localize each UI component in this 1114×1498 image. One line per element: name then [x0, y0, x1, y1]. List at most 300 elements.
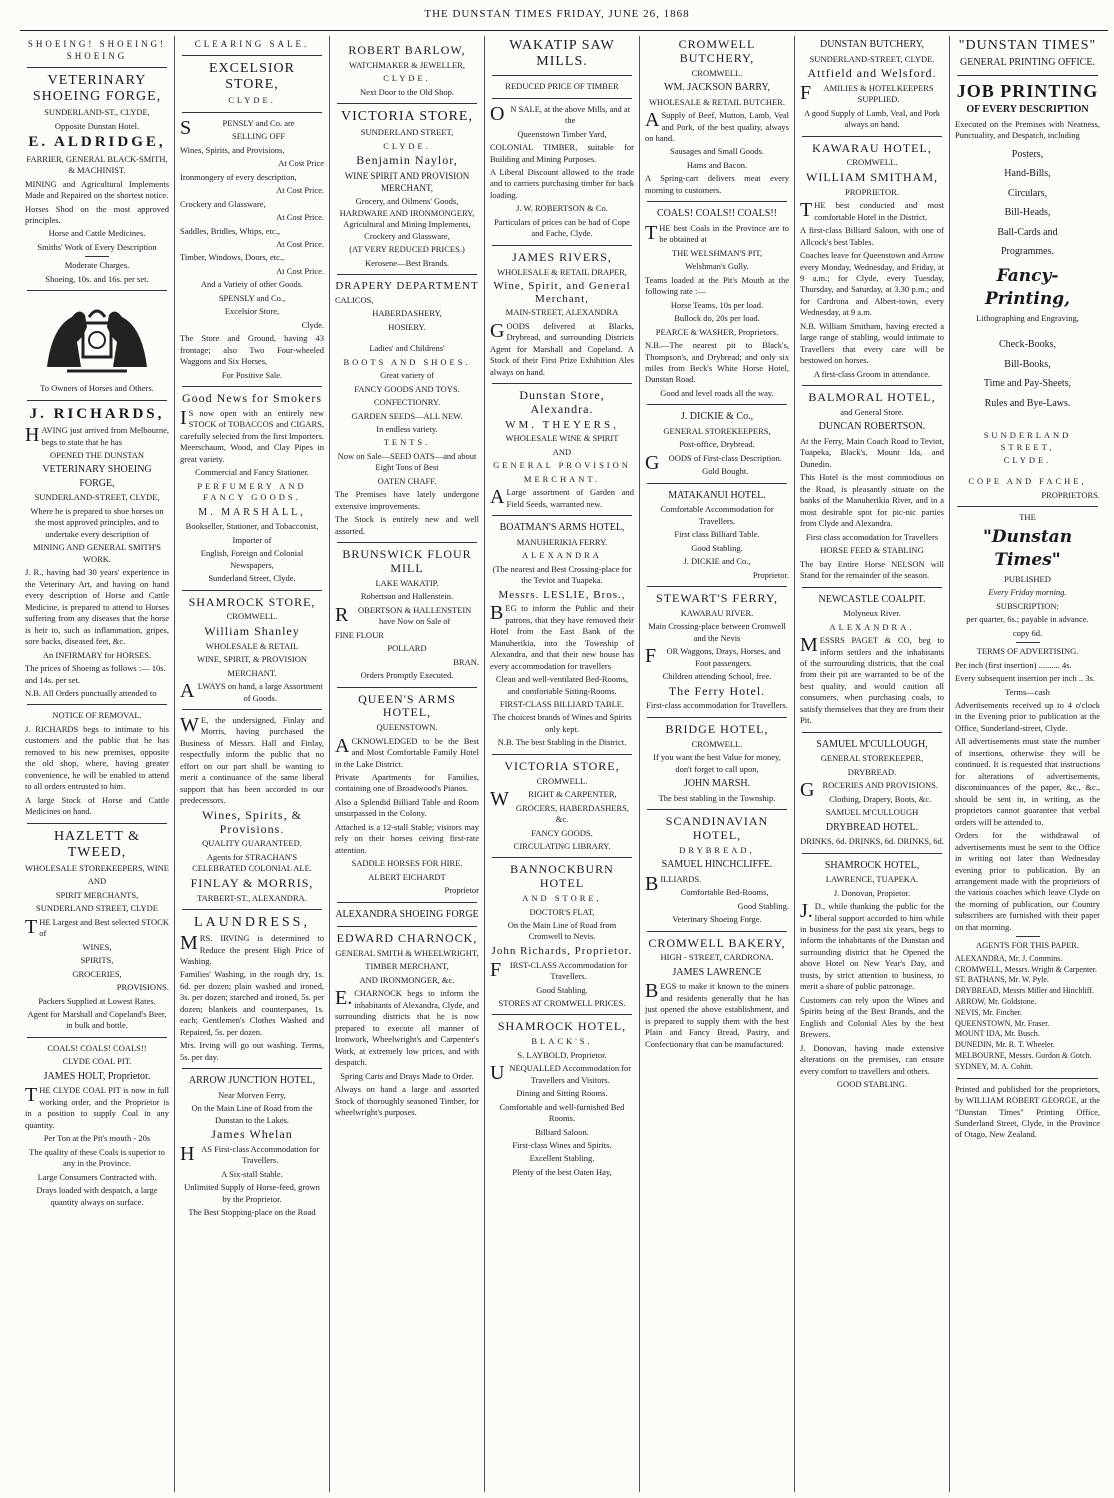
ad-body: The prices of Shoeing as follows :— 10s. and 14s. per set. [25, 663, 166, 685]
ad-body: Plenty of the best Oaten Hay, [512, 1166, 612, 1177]
ad-body: SUNDERLAND-STREET, CLYDE. [809, 53, 935, 64]
ad-body: The Premises have lately undergone extensive improvements. [335, 489, 479, 511]
ad-body: OATEN CHAFF. [377, 475, 437, 486]
ad-body: UNEQUALLED Accommodation for Travellers and Visitors. [490, 1062, 632, 1085]
ad-body: A Six-stall Stable. [221, 1168, 283, 1179]
ad-stewarts-ferry [645, 592, 789, 712]
price-item-label: Timber, Windows, Doors, etc., [180, 252, 285, 263]
ad-richards [25, 383, 169, 817]
ad-body: N.B. The best Stabling in the District. [497, 737, 627, 748]
ad-body: Agent for Marshall and Copeland's Beer, in bulk and bottle. [27, 1009, 167, 1031]
ad-body: GOOD STABLING. [836, 1079, 908, 1090]
ad-dunstan-butchery [800, 38, 944, 131]
ad-body: CLYDE. [228, 95, 276, 106]
ad-body: A large Stock of Horse and Cattle Medicines on hand. [25, 794, 169, 817]
price-item-value: At Cost Price. [276, 265, 324, 276]
ad-body: LAKE WAKATIP. [375, 577, 439, 588]
ad-header: COALS! COALS! COALS!! [47, 1042, 147, 1053]
ad-header: To Owners of Horses and Others. [40, 383, 154, 394]
ad-body: Coaches leave for Queenstown and Arrow every Monday, Wednesday, and Friday, at 9 a.m.; for Clyde, every Tuesday, Thursday, and Saturday, at 3.30 p.m.; and for Cardrona and Albert-town, every Wednesday, at 9 a.m. [800, 250, 944, 318]
ad-body: GROCERIES AND PROVISIONS. [800, 779, 938, 802]
ad-body: William Shanley [204, 623, 300, 638]
ad-body: copy 6d. [1012, 627, 1043, 638]
ad-body: QUEENSTOWN. [376, 722, 438, 733]
ad-body: Terms—cash [1005, 686, 1050, 697]
agent-item: ST. BATHANS, Mr. W. Pyle. [955, 975, 1049, 985]
ad-body: SUBSCRIPTION: [996, 600, 1059, 611]
ad-body: If you want the best Value for money, don't forget to call upon, [653, 752, 781, 774]
ad-title: NEWCASTLE COALPIT. [818, 593, 926, 605]
agent-item: DUNEDIN, Mr. R. T. Wheeler. [955, 1040, 1055, 1050]
ad-body: CLYDE. [383, 140, 431, 151]
masthead: THE DUNSTAN TIMES FRIDAY, JUNE 26, 1868 [424, 8, 690, 20]
ad-body: THE best conducted and most comfortable Hotel in the District. [800, 199, 944, 222]
ad-body: and General Store. [840, 407, 904, 417]
ad-body: SAMUEL HINCHCLIFFE. [661, 859, 773, 871]
ad-body: Now on Sale—SEED OATS—and about Eight Tons of Best [337, 450, 477, 473]
ad-body: JAMES LAWRENCE [672, 966, 762, 978]
ad-body: TARBERT-ST., ALEXANDRA. [197, 892, 307, 903]
ad-body: MINING and Agricultural Implements Made and Repaired on the shortest notice. [25, 178, 169, 201]
ad-body: DUNCAN ROBERTSON. [818, 421, 926, 433]
ad-body: A first-class Billiard Saloon, with one of Allcock's best Tables. [800, 225, 944, 247]
ad-body: Proprietor [444, 885, 479, 896]
ad-body: MINING AND GENERAL SMITH'S WORK. [32, 542, 161, 564]
agent-item: ARROW, Mr. Goldstone. [955, 997, 1037, 1006]
printing-list [955, 148, 1100, 259]
ad-body: AGENTS FOR THIS PAPER. [976, 940, 1079, 951]
list-item: Rules and Bye-Laws. [984, 397, 1071, 409]
price-item-label: Ironmongery of every description, [180, 171, 297, 182]
ad-body: Hams and Bacon. [686, 159, 748, 170]
ad-title: FINLAY & MORRIS, [190, 875, 314, 890]
ad-body: CALICOS, [335, 294, 374, 305]
ad-body: A Spring-cart delivers meat every morning to customers. [645, 173, 789, 195]
ad-title: "DUNSTAN TIMES" [958, 38, 1097, 53]
ad-body: BRAN. [453, 656, 479, 667]
printing-list-2 [955, 338, 1100, 410]
ad-bridge-hotel [645, 723, 789, 804]
ad-body: First-class Wines and Spirits. [512, 1140, 612, 1150]
ad-body: The quality of these Coals is superior to any in the Province. [29, 1146, 165, 1169]
ad-body: THE best Coals in the Province are to be obtained at [645, 221, 789, 245]
ad-body: PROVISIONS. [116, 982, 169, 993]
ad-body: FAMILIES & HOTELKEEPERS SUPPLIED. [800, 81, 934, 105]
ad-queens-arms [335, 693, 479, 897]
ad-body: Attached is a 12-stall Stable; visitors may rely on their horses ceiving first-rate attention. [335, 821, 479, 855]
ad-body: A Liberal Discount allowed to the trade and to carriers purchasing timber for back loading. [490, 167, 634, 200]
ad-header: NOTICE OF REMOVAL. [52, 710, 142, 721]
ad-body: ALBERT EICHARDT [368, 871, 446, 882]
ad-body: FOR Waggons, Drays, Horses, and Foot passengers. [645, 645, 781, 668]
ad-body: IS now open with an entirely new STOCK of TOBACCOS and CIGARS, carefully selected from the first Importers. Meerschaum, Wood, and Clay Pipes in great variety. [180, 406, 324, 464]
ad-title: LAUNDRESS, [194, 914, 310, 930]
ad-body: WHOLESALE & RETAIL [205, 640, 299, 651]
ad-body: JAMES HOLT, Proprietor. [43, 1070, 151, 1082]
ad-title: MATAKANUI HOTEL. [668, 489, 766, 501]
ad-body: Fancy-Printing, [984, 265, 1071, 309]
agent-item: MELBOURNE, Messrs. Gordon & Gotch. [955, 1050, 1092, 1060]
ad-body: COLONIAL TIMBER, suitable for Building and Mining Purposes. [490, 142, 634, 164]
ad-shamrock-hotel-lawrence [800, 859, 944, 1091]
ad-body: PROPRIETORS. [1041, 489, 1100, 500]
ad-body: TERMS OF ADVERTISING. [976, 646, 1079, 657]
ad-body: GENERAL SMITH & WHEELWRIGHT, [335, 948, 479, 958]
ad-body: HAVING just arrived from Melbourne, begs to state that he has [25, 424, 169, 447]
ad-body: CROMWELL. [846, 157, 898, 168]
ad-title: Good News for Smokers [182, 391, 322, 406]
ad-title: Wines, Spirits, & Provisions. [202, 807, 302, 836]
ad-laundress [180, 915, 324, 1063]
ad-body: WHOLESALE WINE & SPIRIT [505, 433, 619, 444]
ad-clyde-coal-pit [25, 1043, 169, 1208]
ad-body: THE CLYDE COAL PIT is now in full working order, and the Proprietor is in a position to supply Coal in any quantity. [25, 1084, 169, 1130]
ad-body: On the Main Line of Road from Cromwell to Nevis. [507, 920, 617, 942]
ad-kawarau-hotel [800, 142, 944, 381]
ad-body: Great variety of [380, 370, 434, 381]
ad-body: FIRST-CLASS BILLIARD TABLE. [499, 698, 625, 709]
ad-body: Excellent Stabling. [529, 1153, 595, 1164]
ad-body: WINE, SPIRIT, & PROVISION [196, 654, 308, 665]
ad-body: SADDLE HORSES FOR HIRE. [351, 858, 463, 869]
ad-body: Benjamin Naylor, [356, 153, 458, 168]
ad-body: FINE FLOUR [335, 629, 384, 640]
paper-title: "Dunstan Times" [982, 526, 1073, 570]
ad-body: Comfortable and well-furnished Bed Rooms. [499, 1101, 625, 1124]
ad-body: Children attending School, free. [662, 671, 772, 682]
ad-body: Drays loaded with despatch, a large quantity always on surface. [36, 1185, 158, 1207]
ad-body: BILLIARDS. [645, 872, 702, 895]
ad-body: N.B.—The nearest pit to Black's, Thompson's, and Drybread; and only six miles from Beck's White Horse Hotel, Dunstan Road. [645, 340, 789, 385]
ad-body: TENTS. [383, 437, 431, 448]
ad-body: AND [552, 446, 572, 457]
ad-body: And a Variety of other Goods. [200, 279, 304, 290]
ad-body: N.B. All Orders punctually attended to [25, 687, 157, 698]
ad-body: GENERAL PROVISION [493, 460, 631, 471]
ad-title: EXCELSIOR STORE, [209, 61, 295, 93]
ad-title: SCANDINAVIAN HOTEL, [665, 814, 769, 842]
ad-title: BOATMAN'S ARMS HOTEL, [499, 522, 625, 534]
ad-body: HOSIERY. [388, 321, 426, 332]
ad-body: S. LAYBOLD, Proprietor. [517, 1049, 607, 1060]
ad-body: COPE AND FACHE, [968, 476, 1087, 487]
horse-crest-icon [37, 297, 157, 377]
ad-body: PEARCE & WASHER, Proprietors. [655, 326, 779, 337]
ad-charnock [335, 908, 479, 1119]
ad-body: All advertisements must state the number of insertions, otherwise they will be continued. It is requested that instructions for alterations of advertisements, discontinuances of the paper, &c., &c., should be sent in, in writing, as the proprietors cannot guarantee that verbal orders will be attended to. [955, 736, 1100, 827]
ad-title: STEWART'S FERRY, [656, 591, 778, 606]
ad-body: FANCY GOODS AND TOYS. [354, 383, 460, 394]
ad-body: Importer of [232, 534, 272, 545]
ad-body: At the Ferry, Main Coach Road to Teviot, Tuapeka, Black's, Mount Ida, and Dunedin. [800, 435, 944, 469]
ad-header: SHOEING! SHOEING! SHOEING [27, 39, 167, 62]
ad-body: WATCHMAKER & JEWELLER, [349, 59, 465, 70]
ad-body: MERCHANT. [523, 473, 601, 484]
ad-body: PROPRIETOR. [845, 186, 899, 197]
ad-body: The best stabling in the Township. [658, 792, 776, 803]
ad-body: The Ferry Hotel. [668, 683, 766, 698]
ad-cromwell-bakery [645, 937, 789, 1051]
ad-body: GOODS of First-class Description. [645, 451, 782, 474]
ad-body: CROMWELL. [226, 611, 278, 622]
ad-body: Unlimited Supply of Horse-feed, grown by the Proprietor. [184, 1182, 320, 1204]
ad-body: Welshman's Gully. [685, 261, 749, 272]
ad-body: Good Stabling. [691, 542, 743, 553]
column-5 [640, 36, 795, 1492]
ad-body: ROBERTSON & HALLENSTEIN have Now on Sale of [335, 603, 472, 627]
ad-body: per quarter, 6s.; payable in advance. [966, 614, 1089, 625]
ad-body: TIMBER MERCHANT, [365, 961, 449, 972]
price-item-label: Saddles, Bridles, Whips, etc., [180, 225, 280, 236]
ad-body: DRYBREAD. [847, 766, 897, 777]
ad-body: Orders Promptly Executed. [360, 670, 454, 681]
ad-body: A good Supply of Lamb, Veal, and Pork always on hand. [803, 107, 941, 130]
ad-body: Commercial and Fancy Stationer. [195, 467, 309, 478]
ad-title: DRAPERY DEPARTMENT [335, 280, 479, 293]
ad-body: Advertisements received up to 4 o'clock in the Evening prior to publication at the Office, Sunderland-street, Clyde. [955, 699, 1100, 733]
ad-body: SUNDERLAND STREET, [360, 127, 454, 138]
ad-body: Robertson and Hallenstein. [360, 591, 454, 602]
ad-body: Horse and Cattle Medicines. [48, 228, 146, 239]
ad-body: Sausages and Small Goods. [670, 146, 764, 157]
ad-body: Executed on the Premises with Neatness, Punctuality, and Despatch, including [955, 118, 1100, 141]
ad-dunstan-store [490, 389, 634, 510]
price-item-value: At Cost Price [278, 158, 324, 169]
column-1 [20, 36, 175, 1492]
top-rule [20, 30, 1108, 31]
ad-body: SUNDERLAND-STREET, CLYDE, [34, 492, 160, 503]
ad-body: Billiard Saloon. [535, 1126, 589, 1137]
ad-title: WAKATIP SAW MILLS. [509, 38, 615, 70]
ad-body: Per inch (first insertion) .......... 4s. [955, 659, 1072, 670]
ad-body: Good Stabling. [737, 900, 789, 911]
ad-body: WE, the undersigned, Finlay and Morris, having purchased the Business of Messrs. Hall and Finlay, respectfully inform the public that no effort on our part shall be wanting to merit a continuance of the same liberal support that has been accorded to our predecessors. [180, 713, 324, 806]
imprint: Printed and published for the proprietors, by WILLIAM ROBERT GEORGE, at the "Dunstan Times" Printing Office, Sunderland Street, Clyde, in the Province of Otago, New Zealand. [955, 1083, 1100, 1140]
ad-body: OF EVERY DESCRIPTION [966, 104, 1089, 116]
ad-body: Dining and Sitting Rooms. [516, 1088, 608, 1099]
ad-body: MAIN-STREET, ALEXANDRA [505, 307, 619, 318]
ad-body: SAMUEL M'CULLOUGH [825, 807, 919, 818]
ad-body: Customers can rely upon the Wines and Spirits being of the Best Brands, and the English and Colonial Ales by the best Brewers. [800, 994, 944, 1040]
ad-body: WM. THEYERS, [505, 418, 619, 431]
price-item-value: At Cost Price. [276, 239, 324, 250]
ad-body: MESSRS PAGET & CO, beg to inform settlers and the inhabitants of the surrounding districts, that the coal from their pit are warranted to be of the best quality, and would caution all consumers, when purchasing coals, to satisfy themselves that they are from their Pit. [800, 634, 944, 726]
ad-marshall [180, 392, 324, 584]
ad-body: MERCHANT. [227, 667, 277, 678]
ad-body: Excelsior Store, [224, 306, 280, 317]
agent-item: MOUNT IDA, Mr. Busch. [955, 1029, 1040, 1039]
ad-title: SAMUEL M'CULLOUGH, [816, 738, 928, 750]
ad-title: ROBERT BARLOW, [348, 43, 466, 57]
ad-body: Ladies' and Childrens' [369, 343, 445, 354]
ad-body: Orders for the withdrawal of advertisements must be sent to the Office in writing not later than Wednesday evening prior to publication. By an arrangement made with the proprietors of the various coaches which leave Clyde on the morning of publication, our Country subscribers are furnished with their paper on that morning. [955, 830, 1100, 932]
ad-body: GROCERIES, [72, 968, 122, 979]
ad-body: Clean and well-ventilated Bed-Rooms, and comfortable Sitting-Rooms. [495, 674, 629, 696]
address-note: Opposite Dunstan Hotel. [54, 120, 140, 131]
ad-body: Shoeing, 10s. and 16s. per set. [45, 273, 149, 284]
ad-body: Wine, Spirit, and General Merchant, [493, 280, 631, 305]
ad-body: GENERAL PRINTING OFFICE. [960, 57, 1095, 69]
ad-body: Good Stabling. [536, 984, 588, 995]
ad-body: WM. JACKSON BARRY, [664, 82, 770, 94]
ad-body: AND [87, 876, 107, 887]
ad-title: VICTORIA STORE, [504, 758, 620, 773]
column-2 [175, 36, 330, 1492]
ad-body: James Whelan [211, 1127, 293, 1142]
ad-printing-office [955, 38, 1100, 501]
ad-body: QUALITY GUARANTEED. [202, 838, 302, 849]
ad-body: WRIGHT & CARPENTER, [490, 788, 617, 811]
ad-body: Veterinary Shoeing Forge. [672, 914, 762, 925]
ad-title: HAZLETT & TWEED, [53, 828, 141, 860]
ad-body: Smiths' Work of Every Description [37, 241, 157, 252]
price-item-label: Wines, Spirits, and Provisions, [180, 144, 285, 155]
ad-victoria-store [335, 109, 479, 537]
list-item: Bill-Books, [1004, 358, 1051, 370]
ad-body: Horse Teams, 10s per load. [670, 299, 764, 310]
ad-title: EDWARD CHARNOCK, [336, 931, 478, 946]
publication-notice [955, 512, 1100, 1141]
ad-body: Molyneux River. [843, 608, 901, 619]
ad-body: This Hotel is the most commodious on the Road, is pleasantly situate on the banks of the Manuherikia River, and in a most desirable spot for pic-nic parties from Clyde and Alexandra. [800, 472, 944, 529]
ad-title: J. DICKIE & Co., [680, 411, 754, 423]
ad-body: ALarge assortment of Garden and Field Seeds, warranted new. [490, 486, 634, 509]
ad-body: ACKNOWLEDGED to be the Best and Most Comfortable Family Hotel in the Lake District. [335, 734, 479, 769]
ad-body: WHOLESALE & RETAIL BUTCHER. [649, 96, 785, 107]
column-4 [485, 36, 640, 1492]
proprietor-name: J. RICHARDS, [29, 405, 165, 422]
ad-body: GOODS delivered at Blacks, Drybread, and surrounding Districts Agent for Marshall and Copeland. A Stock of their First Prize Exhibition Ales always on hand. [490, 319, 634, 377]
ad-title: DUNSTAN BUTCHERY, [819, 39, 925, 50]
ad-body: HIGH - STREET, CARDRONA. [660, 952, 774, 963]
ad-body: WILLIAM SMITHAM, [806, 169, 938, 184]
agent-item: CROMWELL, Messrs. Wright & Carpenter. [955, 964, 1097, 974]
ad-body: Mrs. Irving will go out washing. Terms, 5s. per day. [180, 1040, 324, 1062]
ad-body: J. RICHARDS begs to intimate to his customers and the public that he has removed to his new premises, opposite the old shop, where, having greater convenience, he will be enabled to attend to all orders entrusted to him. [25, 723, 169, 792]
price-item-value: At Cost Price. [276, 185, 324, 196]
newspaper-page [20, 36, 1108, 1492]
ad-body: WHOLESALE STOREKEEPERS, WINE [25, 862, 169, 873]
ad-body: On the Main Line of Road from the Dunstan to the Lakes. [191, 1103, 313, 1125]
ad-finlay-morris [180, 715, 324, 904]
ad-body: BEG to inform the Public and their patrons, that they have removed their Hotel from the East Bank of the Manuherikia, into the Township of Alexandra, and that their new house has every accommodation for travellers [490, 602, 634, 671]
ad-body: Near Morven Ferry, [218, 1089, 286, 1100]
ad-title: BALMORAL HOTEL, [808, 390, 936, 405]
ad-balmoral-hotel [800, 391, 944, 581]
ad-body: CLYDE. [1003, 455, 1052, 465]
ad-body: BEGS to make it known to the miners and residents generally that he has just opened the above establishment, and is prepared to supply them with the best Plain and Fancy Bread, Pastry, and Confectionary that can be manufactured. [645, 980, 789, 1049]
list-item: Check-Books, [999, 339, 1056, 351]
ad-title: BRUNSWICK FLOUR MILL [342, 547, 472, 575]
ad-body: Bullock do, 20s per load. [674, 313, 760, 324]
ad-body: LAWRENCE, TUAPEKA. [825, 874, 919, 885]
forge-title: VETERINARY SHOEING FORGE, [32, 73, 162, 105]
ad-body: DRINKS, 6d. DRINKS, 6d. DRINKS, 6d. [800, 836, 944, 847]
price-item-value: At Cost Price. [276, 212, 324, 223]
ad-bannockburn-hotel [490, 863, 634, 1009]
ad-arrow-junction [180, 1074, 324, 1219]
ad-body: JOHN MARSH. [683, 778, 751, 790]
ad-body: Lithographing and Engraving, [976, 312, 1079, 323]
ad-body: WINES, [82, 941, 112, 952]
ad-body: FANCY GOODS. [531, 827, 593, 838]
ad-body: FIRST-CLASS Accommodation for Travellers. [490, 958, 628, 982]
ad-body: ALEXANDRA. [829, 621, 915, 632]
ad-body: DRYBREAD HOTEL. [825, 821, 919, 833]
ad-body: Kerosene—Best Brands. [364, 257, 450, 268]
agents-list [955, 954, 1100, 1073]
ad-body: Clothing, Drapery, Boots, &c. [829, 793, 932, 804]
ad-title: SHAMROCK HOTEL, [497, 1019, 627, 1034]
ad-body: SPIRIT MERCHANTS, [55, 889, 139, 900]
ad-body: Horses Shod on the most approved principles. [25, 203, 169, 225]
ad-body: PERFUMERY AND FANCY GOODS. [197, 480, 307, 503]
ad-title: COALS! COALS!! COALS!! [657, 208, 777, 220]
ad-body: Comfortable Accommodation for Travellers. [660, 504, 774, 526]
ad-body: Every subsequent insertion per inch .. 3s. [955, 673, 1095, 684]
ad-body: CIRCULATING LIBRARY. [513, 841, 611, 851]
ad-excelsior-store [180, 38, 324, 381]
ad-title: CLYDE COAL PIT. [62, 1056, 132, 1067]
ad-body: Comfortable Bed-Rooms, [680, 887, 769, 898]
ad-body: BOOTS AND SHOES. [343, 356, 471, 367]
ad-body: Sunderland Street, Clyde. [208, 573, 296, 584]
ad-body: J. Donovan, having made extensive alterations on the premises, can ensure every comfort to travellers and others. [800, 1042, 944, 1076]
ad-body: THE WELSHMAN'S PIT, [671, 247, 763, 258]
ad-body: First class Billiard Table. [674, 529, 760, 540]
ad-body: J.D., while thanking the public for the liberal support accorded to him while in business for the past six years, begs to inform the inhabitants of the Dunstan and surrounding district that he Opened the above Hotel on New Year's Day, and trusts, by strict attention to business, to merit a share of public patronage. [800, 900, 944, 992]
ad-body: AND STORE, [522, 893, 602, 904]
ad-body: AND IRONMONGER, &c. [359, 974, 455, 985]
list-item: Programmes. [1000, 246, 1055, 258]
ad-body: English, Foreign and Colonial Newspapers, [200, 548, 304, 570]
ad-body: Attfield and Welsford. [807, 65, 937, 80]
ad-body: GENERAL STOREKEEPER, [820, 753, 924, 764]
ad-body: OPENED THE DUNSTAN [49, 450, 145, 460]
ad-body: DRYBREAD, [679, 844, 755, 855]
ad-body: ASupply of Beef, Mutton, Lamb, Veal and Pork, of the best quality, always on hand. [645, 109, 789, 143]
ad-title: BRIDGE HOTEL, [665, 721, 769, 736]
ad-boatmans-arms [490, 521, 634, 749]
ad-cromwell-butchery [645, 38, 789, 196]
ad-body: Every Friday morning. [988, 587, 1067, 598]
ad-body: Large Consumers Contracted with. [37, 1171, 157, 1182]
ad-dickie [645, 410, 789, 477]
ad-body: An INFIRMARY for HORSES. [42, 649, 152, 660]
ad-body: Agents for STRACHAN'S CELEBRATED COLONIAL ALE. [192, 851, 312, 874]
ad-scandinavian-hotel [645, 815, 789, 925]
ad-body: STORES AT CROMWELL PRICES. [498, 997, 626, 1008]
ad-body: SELLING OFF [231, 131, 286, 142]
ad-title: SHAMROCK STORE, [188, 594, 316, 609]
ad-body: J. DICKIE and Co., [683, 556, 751, 567]
ad-body: Next Door to the Old Shop. [360, 86, 454, 97]
ad-body: ALWAYS on hand, a large Assortment of Goods. [180, 680, 323, 703]
ad-body: Bookseller, Stationer, and Tobacconist, [185, 521, 319, 532]
ad-body: CLYDE. [383, 73, 431, 84]
ad-body: CROMWELL. [691, 738, 743, 749]
ad-body: THE [1019, 512, 1036, 523]
ad-body: SPENSLY and Co. are [180, 116, 295, 139]
ad-body: Always on hand a large and assorted Stock of thoroughly seasoned Timber, for wheelwright's purposes. [335, 1084, 479, 1118]
ad-body: Spring Carts and Drays Made to Order. [340, 1070, 474, 1081]
ad-shamrock-store [180, 596, 324, 704]
column-7 [950, 36, 1105, 1492]
ad-wakatip-saw-mills [490, 38, 634, 240]
ad-body: The choicest brands of Wines and Spirits only kept. [492, 712, 632, 734]
ad-body: J. R., having had 30 years' experience in the Veterinary Art, and having on hand every description of Horse and Cattle Medicine, is prepared to attend to Horses suffering from any diseases that the horse is heir to, such as inflammation, gripes, sore backs, diseased feet, &c. [25, 567, 169, 647]
ad-body: For Positive Sale. [221, 369, 283, 380]
